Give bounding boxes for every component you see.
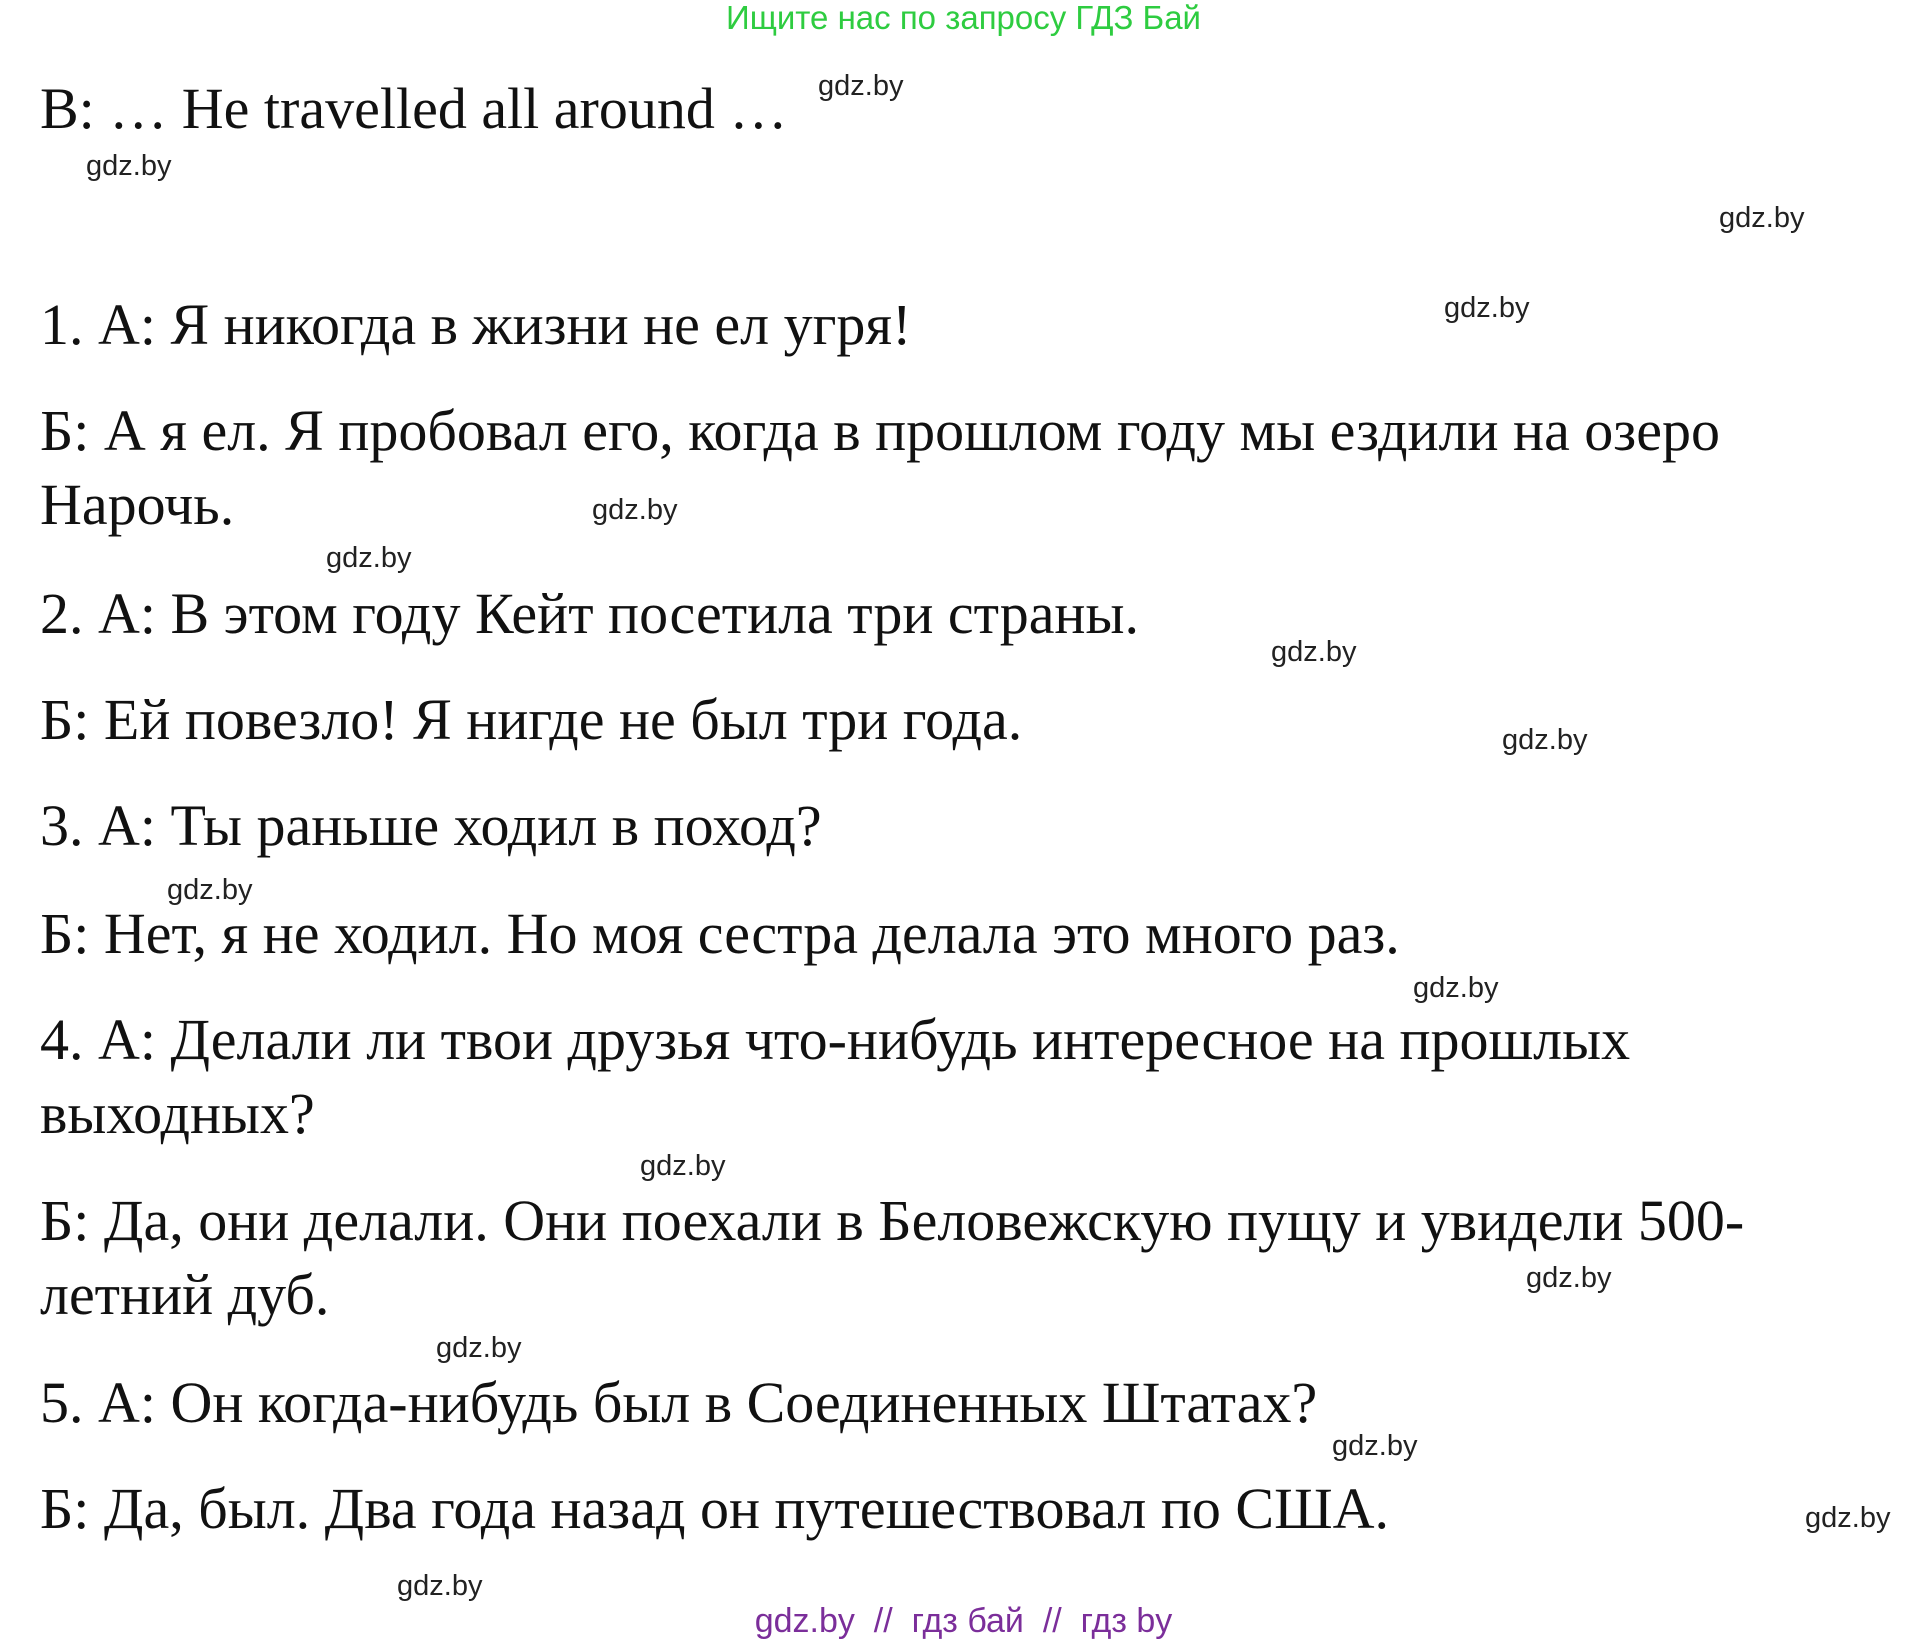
watermark: gdz.by (818, 70, 904, 102)
watermark: gdz.by (1271, 636, 1357, 668)
watermark: gdz.by (1502, 724, 1588, 756)
dialogue-1-a: 1. А: Я никогда в жизни не ел угря! (40, 292, 912, 357)
example-line: B: … He travelled all around … (40, 76, 788, 141)
dialogue-4-a-cont: выходных? (40, 1081, 315, 1146)
dialogue-4-b-cont: летний дуб. (40, 1262, 330, 1327)
dialogue-3-b: Б: Нет, я не ходил. Но моя сестра делала это много раз. (40, 901, 1400, 966)
footer-links: gdz.by // гдз бай // гдз by (754, 1602, 1173, 1640)
dialogue-5-b: Б: Да, был. Два года назад он путешествовал по США. (40, 1476, 1389, 1541)
dialogue-2-b: Б: Ей повезло! Я нигде не был три года. (40, 687, 1023, 752)
dialogue-3-a: 3. А: Ты раньше ходил в поход? (40, 793, 822, 858)
dialogue-4-b: Б: Да, они делали. Они поехали в Беловежскую пущу и увидели 500- (40, 1188, 1745, 1253)
watermark: gdz.by (1413, 972, 1499, 1004)
dialogue-1-b-cont: Нарочь. (40, 472, 235, 537)
watermark: gdz.by (1526, 1262, 1612, 1294)
dialogue-4-a: 4. А: Делали ли твои друзья что-нибудь интересное на прошлых (40, 1007, 1631, 1072)
watermark: gdz.by (326, 542, 412, 574)
dialogue-1-b: Б: А я ел. Я пробовал его, когда в прошлом году мы ездили на озеро (40, 398, 1720, 463)
watermark: gdz.by (592, 494, 678, 526)
watermark: gdz.by (1332, 1430, 1418, 1462)
watermark: gdz.by (1719, 202, 1805, 234)
watermark: gdz.by (436, 1332, 522, 1364)
dialogue-5-a: 5. А: Он когда-нибудь был в Соединенных Штатах? (40, 1370, 1318, 1435)
dialogue-2-a: 2. А: В этом году Кейт посетила три страны. (40, 581, 1139, 646)
watermark: gdz.by (1444, 292, 1530, 324)
watermark: gdz.by (167, 874, 253, 906)
watermark: gdz.by (640, 1150, 726, 1182)
search-hint-banner: Ищите нас по запросу ГДЗ Бай (726, 0, 1201, 36)
watermark: gdz.by (86, 150, 172, 182)
watermark: gdz.by (397, 1570, 483, 1602)
watermark: gdz.by (1805, 1502, 1891, 1534)
